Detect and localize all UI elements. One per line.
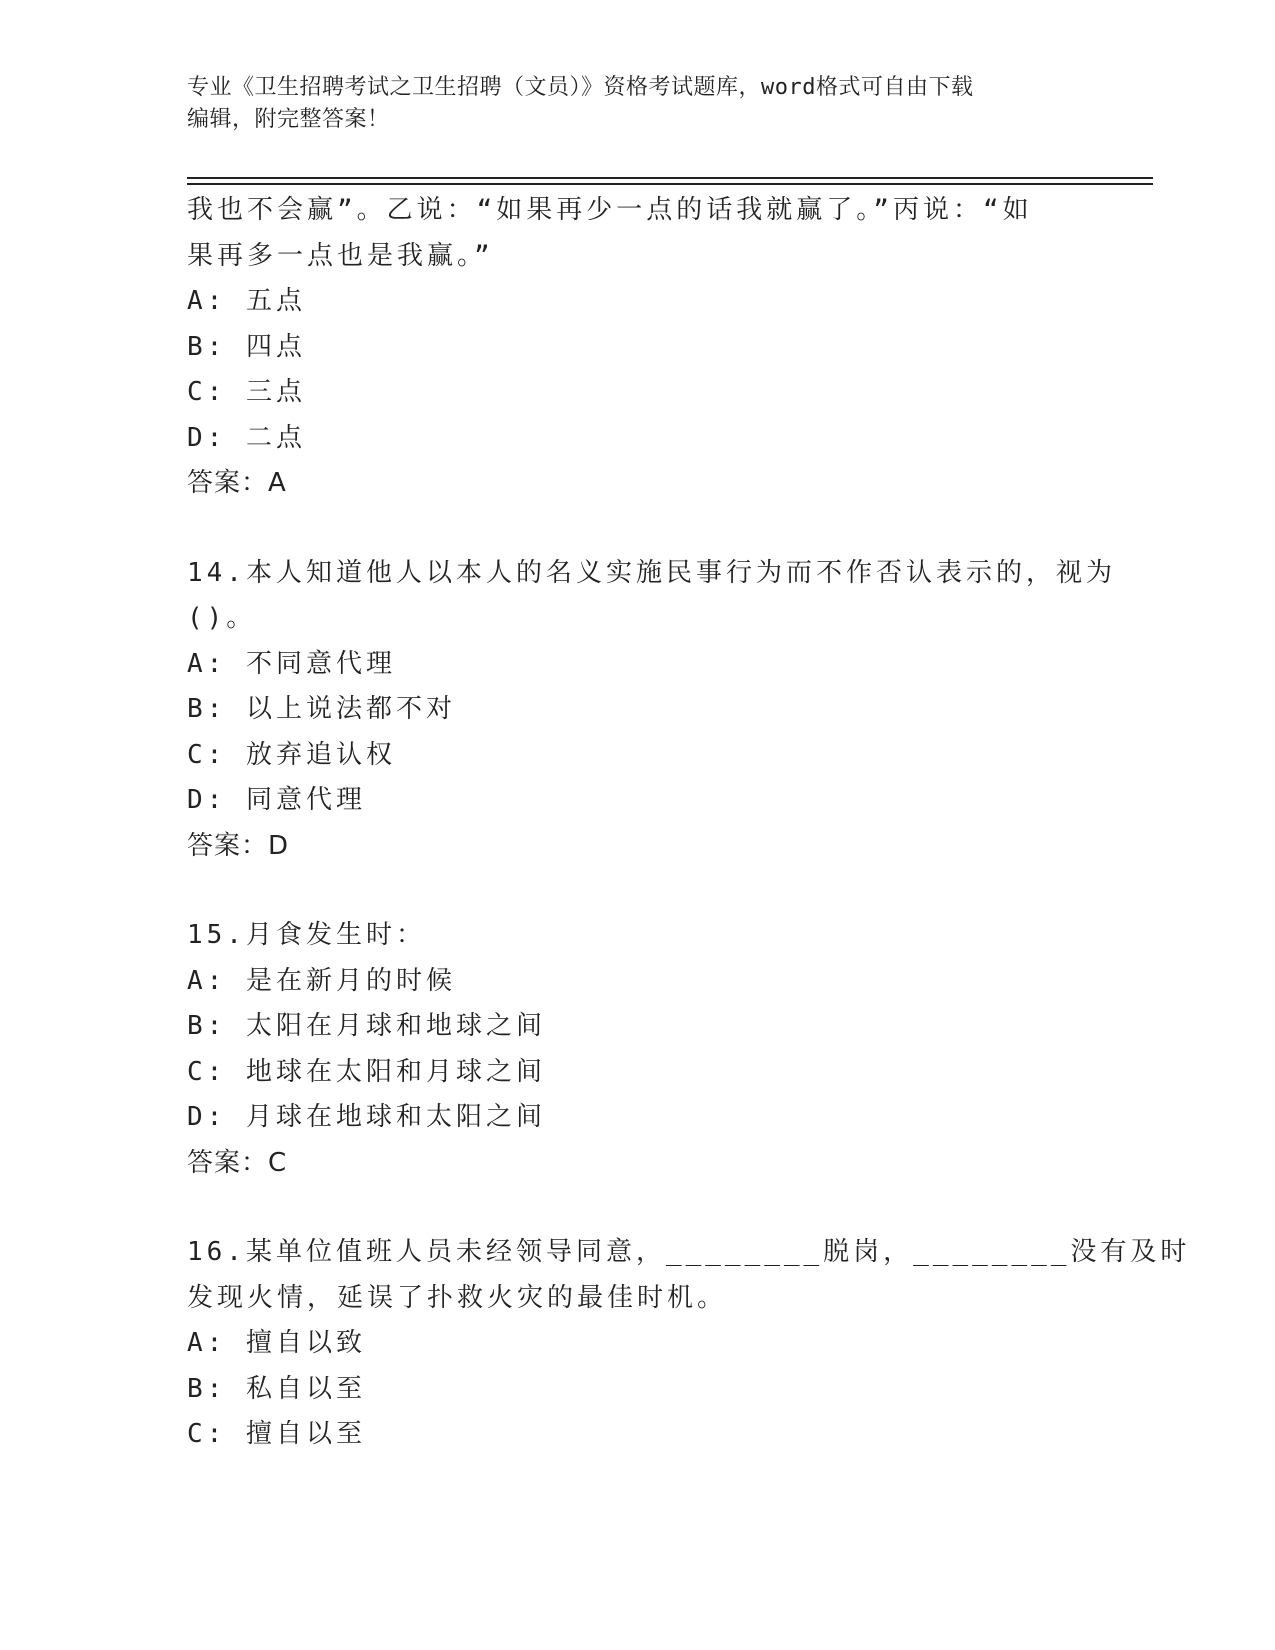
question-text-line: ()。 [187, 603, 257, 633]
option-d: D: 二点 [187, 422, 306, 453]
option-c: C: 三点 [187, 377, 306, 407]
question-text-line: 发现火情，延误了扑救火灾的最佳时机。 [187, 1282, 728, 1313]
question-list [187, 188, 1191, 1458]
question-text-line: 14.本人知道他人以本人的名义实施民事行为而不作否认表示的，视为 [187, 557, 1116, 588]
option-d: D: 同意代理 [187, 785, 366, 815]
option-c: C: 放弃追认权 [187, 739, 396, 770]
spacer [187, 507, 1087, 551]
option-a: A: 五点 [187, 286, 306, 316]
spacer [187, 1186, 1087, 1230]
option-c: C: 地球在太阳和月球之间 [187, 1056, 546, 1087]
option-b: B: 四点 [187, 331, 306, 362]
answer-line: 答案：A [187, 468, 287, 498]
question-16 [187, 1230, 1191, 1458]
option-c: C: 擅自以至 [187, 1419, 366, 1449]
question-text-line: 15.月食发生时： [187, 920, 426, 950]
question-text-line: 16.某单位值班人员未经领导同意，________脱岗，________没有及时 [187, 1237, 1191, 1267]
header-divider-bottom [187, 183, 1153, 185]
answer-line: 答案：C [187, 1147, 288, 1178]
option-a: A: 擅自以致 [187, 1328, 366, 1358]
option-d: D: 月球在地球和太阳之间 [187, 1102, 546, 1132]
question-14 [187, 551, 1116, 870]
question-text-line: 我也不会赢”。乙说：“如果再少一点的话我就赢了。”丙说：“如 [187, 195, 1033, 225]
option-b: B: 私自以至 [187, 1373, 366, 1404]
question-15 [187, 913, 1087, 1186]
page-header [187, 72, 1067, 136]
question-13-continued [187, 188, 1087, 507]
header-divider-top [187, 177, 1153, 179]
option-b: B: 以上说法都不对 [187, 694, 456, 724]
answer-line: 答案：D [187, 830, 290, 861]
header-line-2: 编辑，附完整答案！ [187, 107, 390, 132]
header-line-1: 专业《卫生招聘考试之卫生招聘（文员）》资格考试题库，word格式可自由下载 [187, 75, 974, 100]
question-text-line: 果再多一点也是我赢。” [187, 240, 494, 271]
spacer [187, 869, 1087, 913]
option-b: B: 太阳在月球和地球之间 [187, 1011, 546, 1041]
option-a: A: 不同意代理 [187, 648, 396, 679]
option-a: A: 是在新月的时候 [187, 965, 456, 996]
